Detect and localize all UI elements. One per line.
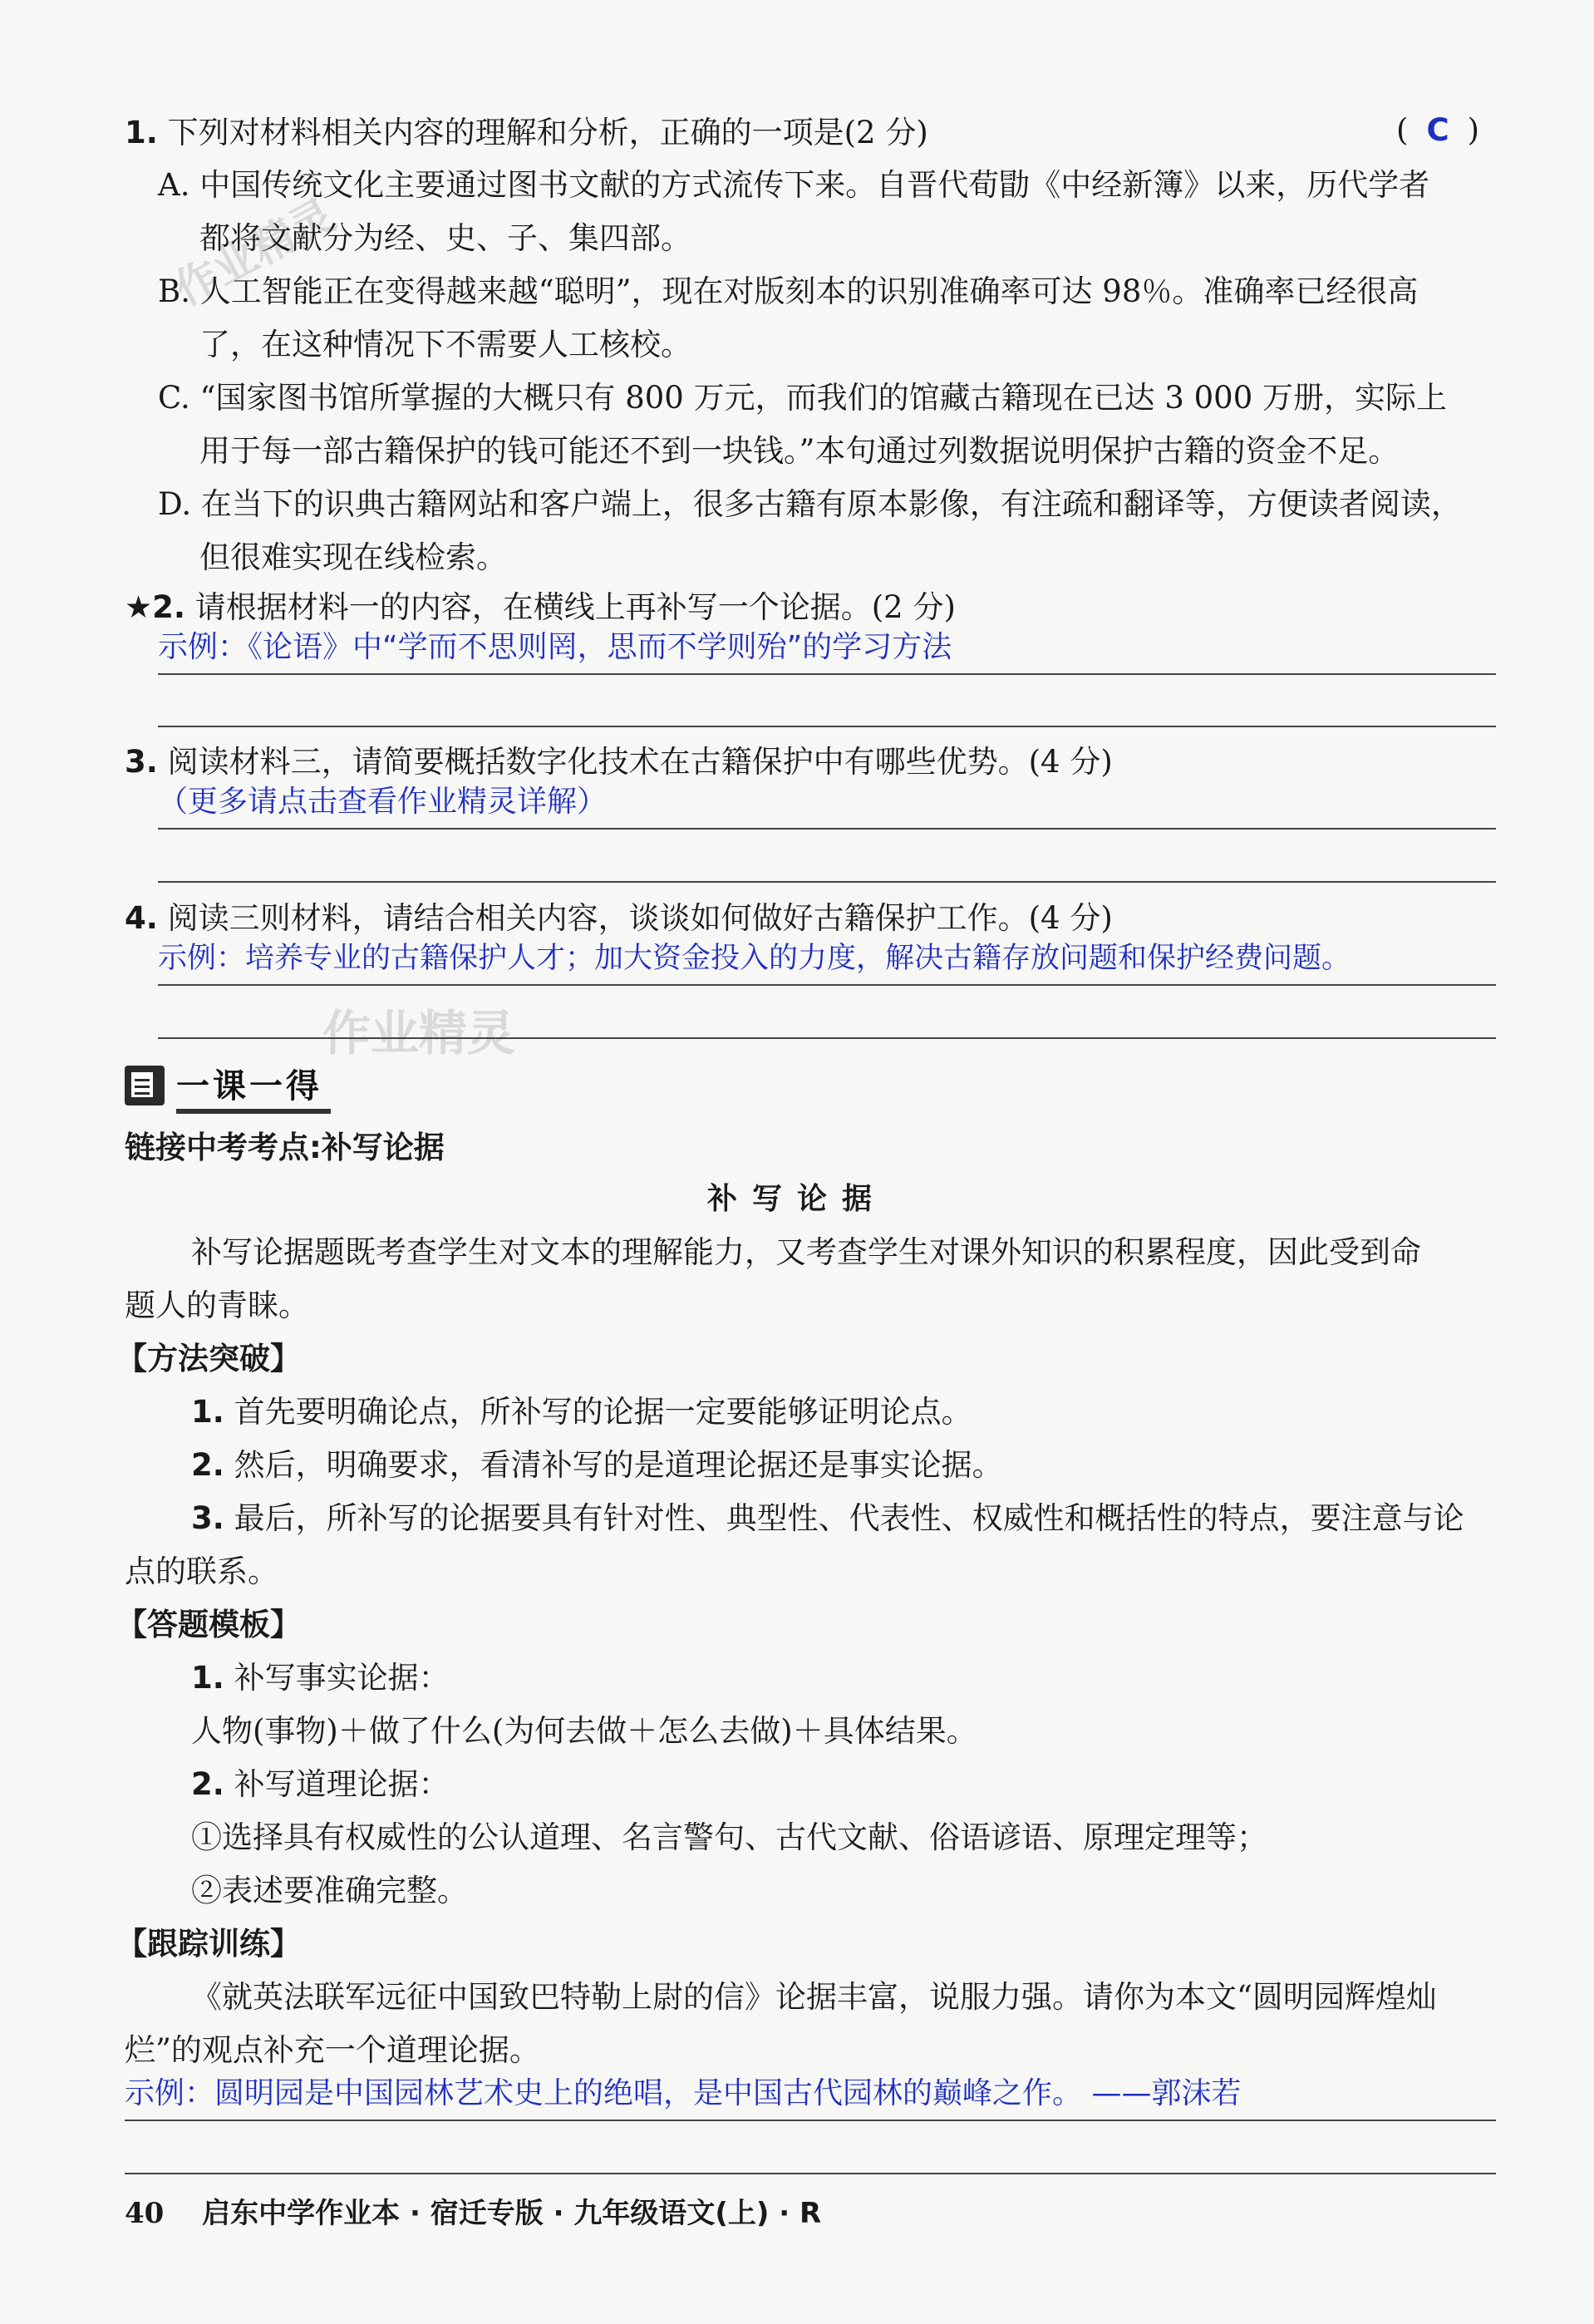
answer-choice: ( C ) [1396, 112, 1480, 148]
method-item-3: 3. 最后，所补写的论据要具有针对性、典型性、代表性、权威性和概括性的特点，要注意与论 [191, 1500, 1464, 1536]
question-number: 3. [125, 744, 158, 780]
question-text: 请根据材料一的内容，在横线上再补写一个论据。(2 分) [194, 589, 956, 625]
method-item-3-cont: 点的联系。 [125, 1553, 278, 1589]
answer-line [125, 2120, 1496, 2121]
question-text: 阅读材料三，请简要概括数字化技术在古籍保护中有哪些优势。(4 分) [167, 744, 1113, 780]
link-heading: 链接中考考点:补写论据 [125, 1130, 445, 1165]
question-number: 1. [125, 115, 158, 150]
option-a-cont: 都将文献分为经、史、子、集四部。 [199, 220, 691, 256]
template-item-2a: ①选择具有权威性的公认道理、名言警句、古代文献、俗语谚语、原理定理等； [191, 1819, 1267, 1855]
page-number: 40 [125, 2197, 165, 2230]
question-number: 2. [152, 589, 185, 625]
template-item-1-body: 人物(事物)＋做了什么(为何去做＋怎么去做)＋具体结果。 [191, 1713, 977, 1749]
star-icon: ★ [125, 589, 153, 625]
section-title [125, 1064, 374, 1110]
answer-letter: C [1426, 112, 1449, 148]
page-footer [125, 2193, 821, 2234]
template-item-2: 2. 补写道理论据： [191, 1766, 450, 1802]
practice-question: 《就英法联军远征中国致巴特勒上尉的信》论据丰富，说服力强。请你为本文“圆明园辉煌灿 [191, 1979, 1437, 2015]
question-2-stem [125, 587, 956, 628]
method-item-2: 2. 然后，明确要求，看清补写的是道理论据还是事实论据。 [191, 1447, 1003, 1483]
practice-answer: 示例：圆明园是中国园林艺术史上的绝唱，是中国古代园林的巅峰之作。 ——郭沫若 [125, 2076, 1242, 2110]
option-b: B. 人工智能正在变得越来越“聪明”，现在对版刻本的识别准确率可达 98％。准确率已经很高 [158, 273, 1419, 309]
intro-paragraph: 补写论据题既考查学生对文本的理解能力，又考查学生对课外知识的积累程度，因此受到命 [191, 1234, 1421, 1270]
answer-line [158, 673, 1496, 675]
option-d-cont: 但很难实现在线检索。 [199, 539, 507, 575]
question-3-stem [125, 741, 1113, 783]
template-heading: 【答题模板】 [116, 1607, 301, 1642]
topic-title: 补写论据 [706, 1182, 887, 1216]
answer-line [158, 726, 1496, 727]
question-4-stem [125, 898, 1113, 939]
template-item-2b: ②表述要准确完整。 [191, 1873, 468, 1908]
answer-line [125, 2173, 1496, 2174]
practice-question-cont: 烂”的观点补充一个道理论据。 [125, 2032, 540, 2068]
answer-line [158, 828, 1496, 830]
template-item-1: 1. 补写事实论据： [191, 1660, 450, 1696]
answer-line [158, 984, 1496, 986]
watermark: 作业精灵 [322, 1005, 516, 1061]
question-4-answer: 示例：培养专业的古籍保护人才；加大资金投入的力度，解决古籍存放问题和保护经费问题。 [158, 942, 1351, 975]
question-3-answer[interactable]: （更多请点击查看作业精灵详解） [158, 785, 608, 819]
method-heading: 【方法突破】 [116, 1341, 301, 1376]
answer-line [158, 1037, 1496, 1039]
option-c: C. “国家图书馆所掌握的大概只有 800 万元，而我们的馆藏古籍现在已达 3 000 万册，实际上 [158, 380, 1448, 416]
question-text: 下列对材料相关内容的理解和分析，正确的一项是(2 分) [167, 115, 928, 150]
question-text: 阅读三则材料，请结合相关内容，谈谈如何做好古籍保护工作。(4 分) [167, 900, 1113, 936]
section-title-text: 一课一得 [176, 1064, 331, 1114]
book-title: 启东中学作业本 · 宿迁专版 · 九年级语文(上) · R [202, 2197, 822, 2230]
option-b-cont: 了，在这种情况下不需要人工核校。 [199, 327, 691, 362]
practice-heading: 【跟踪训练】 [116, 1926, 301, 1962]
question-1-stem [125, 112, 928, 154]
question-2-answer: 示例：《论语》中“学而不思则罔，思而不学则殆”的学习方法 [158, 630, 952, 664]
method-item-1: 1. 首先要明确论点，所补写的论据一定要能够证明论点。 [191, 1394, 972, 1430]
book-icon [125, 1066, 165, 1105]
option-d: D. 在当下的识典古籍网站和客户端上，很多古籍有原本影像，有注疏和翻译等，方便读者阅读， [158, 486, 1462, 522]
intro-paragraph-cont: 题人的青睐。 [125, 1288, 309, 1323]
option-a: A. 中国传统文化主要通过图书文献的方式流传下来。自晋代荀勖《中经新簿》以来，历代学者 [158, 167, 1430, 203]
question-number: 4. [125, 900, 158, 936]
answer-line [158, 881, 1496, 883]
watermark: 作业精灵 [166, 190, 343, 316]
option-c-cont: 用于每一部古籍保护的钱可能还不到一块钱。”本句通过列数据说明保护古籍的资金不足。 [199, 433, 1400, 469]
